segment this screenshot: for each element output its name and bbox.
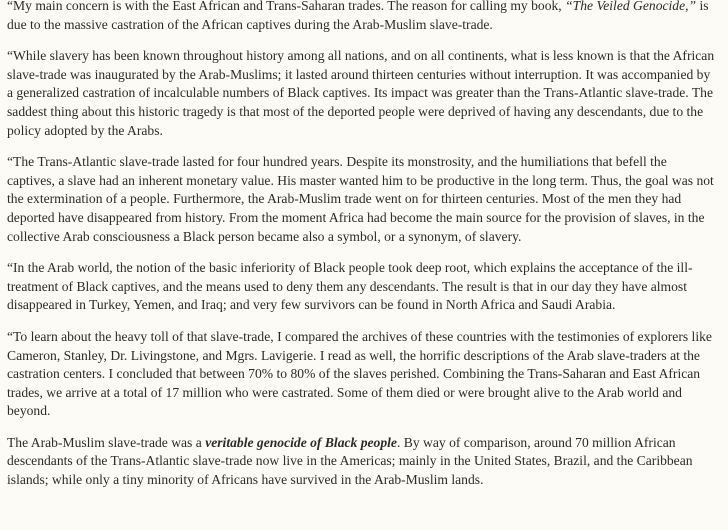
paragraph-4: “In the Arab world, the notion of the basic inferiority of Black people took deep root, which explains the acceptance of the ill-treatment of Black captives, and the means used to deny them any descendants. The result is that in our day they have almost disappeared in Turkey, Yemen, and Iraq; and very few survivors can be found in North Africa and Saudi Arabia. bbox=[7, 260, 693, 313]
paragraph-1-tail: is due to the massive castration of the African captives during the Arab-Muslim slave-trade. bbox=[7, 0, 709, 32]
paragraph-6-lead: The Arab-Muslim slave-trade was a bbox=[7, 434, 206, 450]
paragraph-1-lead: “My main concern is with the East African and Trans-Saharan trades. The reason for calling my book, bbox=[7, 0, 566, 13]
paragraph-6 bbox=[7, 434, 718, 490]
emphasis-text: veritable genocide of Black people bbox=[205, 434, 397, 450]
paragraph-3: “The Trans-Atlantic slave-trade lasted for four hundred years. Despite its monstrosity, and the humiliations that befell the captives, a slave had an inherent monetary value. His master wanted him to be productive in the long term. Thus, the goal was not the extermination of a people. Furthermore, the Arab-Muslim trade went on for thirteen centuries. Most of the men they had deported have disappeared from history. From the moment Africa had become the main source for the provision of slaves, in the collective Arab consciousness a Black person became also a symbol, or a synonym, of slavery. bbox=[7, 154, 714, 244]
paragraph-1 bbox=[7, 0, 718, 34]
paragraph-2: “While slavery has been known throughout history among all nations, and on all continents, what is less known is that the African slave-trade was inaugurated by the Arab-Muslims; it lasted around thirteen centuries without interruption. It was accompanied by a generalized castration of incalculable numbers of Black captives. Its impact was greater than the Trans-Atlantic slave-trade. The saddest thing about this historic tragedy is that most of the deported people were deprived of having any descendants, due to the policy adopted by the Arabs. bbox=[7, 48, 715, 138]
paragraph-5: “To learn about the heavy toll of that slave-trade, I compared the archives of these countries with the testimonies of explorers like Cameron, Stanley, Dr. Livingstone, and Mgrs. Lavigerie. I read as well, the horrific descriptions of the Arab slave-traders at the castration centers. I concluded that between 70% to 80% of the slaves perished. Combining the Trans-Saharan and East African trades, we arrive at a total of 17 million who were castrated. Some of them died or were brought alive to the Arab world and beyond. bbox=[7, 328, 712, 419]
paragraph-6-tail: . By way of comparison, around 70 million African descendants of the Trans-Atlantic slave-trade now live in the Americas; mainly in the United States, Brazil, and the Caribbean islands; while only a tiny minority of Africans have survived in the Arab-Muslim lands. bbox=[7, 434, 693, 488]
book-title: “The Veiled Genocide,” bbox=[565, 0, 697, 13]
article-body bbox=[7, 0, 718, 490]
